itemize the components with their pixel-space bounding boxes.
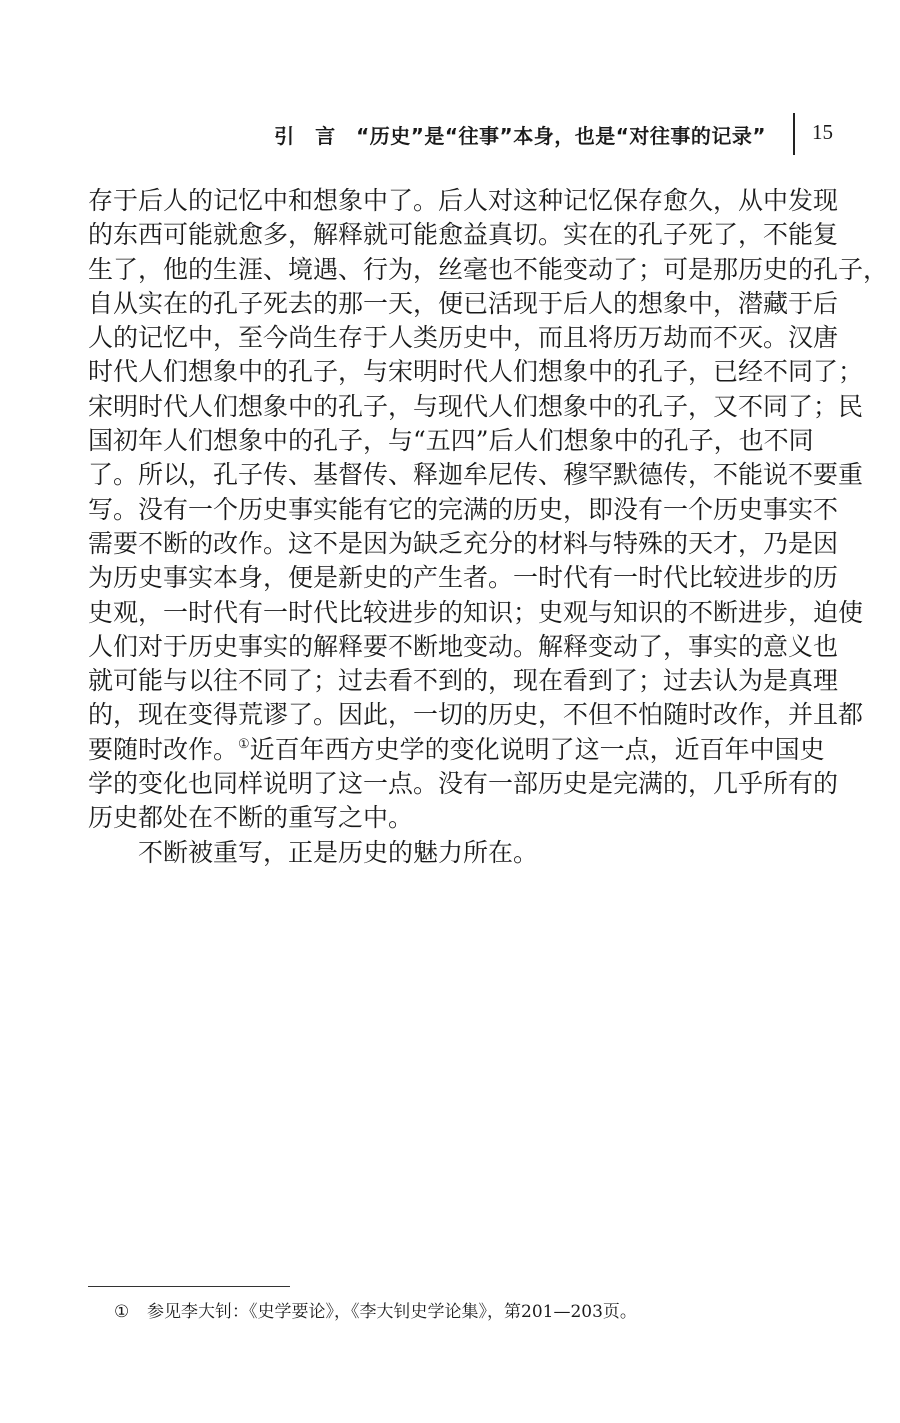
text-line: 国初年人们想象中的孔子，与“五四”后人们想象中的孔子，也不同 — [88, 426, 814, 456]
text-line: 了。所以，孔子传、基督传、释迦牟尼传、穆罕默德传，不能说不要重 — [88, 460, 864, 490]
text-line: 时代人们想象中的孔子，与宋明时代人们想象中的孔子，已经不同了； — [88, 357, 864, 387]
footnote-mark: ① — [114, 1302, 130, 1322]
text-line-with-footnote-ref — [88, 733, 825, 767]
text-line: 学的变化也同样说明了这一点。没有一部历史是完满的，几乎所有的 — [88, 769, 839, 799]
running-head-divider — [793, 113, 795, 155]
page-number: 15 — [812, 120, 833, 144]
text-line: 人们对于历史事实的解释要不断地变动。解释变动了，事实的意义也 — [88, 631, 839, 661]
text-segment: 近百年西方史学的变化说明了这一点，近百年中国史 — [249, 734, 825, 764]
text-line: 人的记忆中，至今尚生存于人类历史中，而且将历万劫而不灭。汉唐 — [88, 323, 839, 353]
text-line: 的，现在变得荒谬了。因此，一切的历史，不但不怕随时改作，并且都 — [88, 700, 864, 730]
text-line: 的东西可能就愈多，解释就可能愈益真切。实在的孔子死了，不能复 — [88, 220, 839, 250]
running-head — [0, 119, 900, 149]
text-line: 生了，他的生涯、境遇、行为，丝毫也不能变动了；可是那历史的孔子， — [88, 254, 889, 284]
text-line: 就可能与以往不同了；过去看不到的，现在看到了；过去认为是真理 — [88, 666, 839, 696]
footnote — [114, 1297, 637, 1322]
text-line: 自从实在的孔子死去的那一天，便已活现于后人的想象中，潜藏于后 — [88, 288, 839, 318]
body-text — [88, 184, 889, 870]
footnote-separator — [88, 1286, 290, 1287]
text-line: 存于后人的记忆中和想象中了。后人对这种记忆保存愈久，从中发现 — [88, 186, 839, 215]
closing-paragraph: 不断被重写，正是历史的魅力所在。 — [138, 837, 539, 867]
footnote-reference[interactable]: ① — [238, 736, 250, 752]
text-segment: 要随时改作。 — [88, 734, 239, 764]
text-line: 宋明时代人们想象中的孔子，与现代人们想象中的孔子，又不同了；民 — [88, 391, 864, 421]
text-line: 为历史事实本身，便是新史的产生者。一时代有一时代比较进步的历 — [88, 563, 839, 593]
paragraph-last-line: 历史都处在不断的重写之中。 — [88, 803, 414, 833]
footnote-text: 参见李大钊：《史学要论》，《李大钊史学论集》，第201—203页。 — [147, 1302, 637, 1322]
text-line: 写。没有一个历史事实能有它的完满的历史，即没有一个历史事实不 — [88, 494, 839, 524]
text-line: 史观，一时代有一时代比较进步的知识；史观与知识的不断进步，迫使 — [88, 597, 864, 627]
text-line: 需要不断的改作。这不是因为缺乏充分的材料与特殊的天才，乃是因 — [88, 528, 839, 558]
running-head-title: 引 言 “历史”是“往事”本身，也是“对往事的记录” — [274, 124, 766, 148]
